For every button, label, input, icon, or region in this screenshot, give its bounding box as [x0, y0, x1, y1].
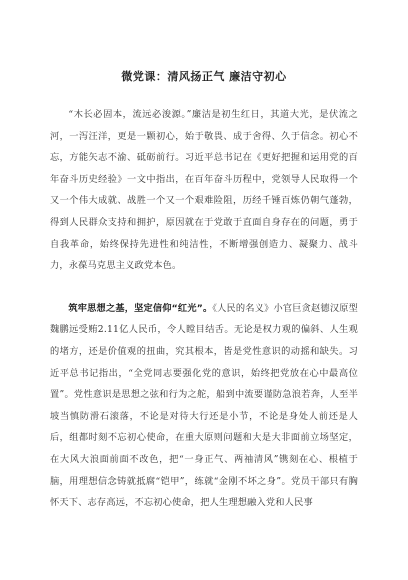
paragraph-gap: [50, 277, 358, 298]
paragraph-2-lead: 筑牢思想之基，坚定信仰“红光”。: [68, 302, 213, 314]
document-title: 微党课：清风扬正气 廉洁守初心: [121, 70, 287, 83]
paragraph-2-body: 《人民的名义》小官巨贪赵德汉原型魏鹏远受贿2.11亿人民币，令人瞠目结舌。无论是权力观的偏斜、人生观的堵方，还是价值观的扭曲，究其根本，皆是党性意识的动摇和缺失。习近平总书记指出，“全党同志要强化党的意识，始终把党放在心中最高位置”。党性意识是思想之弦和行为之舵，船到中流要谨防急浪若奔，人至半坡当慎防滑石滚落，不论是对待大行还是小节，不论是身处人前还是人后，组都时刻不忘初心使命，在重大原则问题和大是大非面前立场坚定，在大风大浪面前面不改色，把“一身正气、两袖清风”镌刻在心、根植于脑，用理想信念铸就抵腐“铠甲”，练就“金刚不坏之身”。党员干部只有胸怀天下、志存高远，不忘初心使命，把人生理想融入党和人民事: [50, 302, 358, 509]
paragraph-1: “木长必固本，流远必浚源。”廉洁是初生红日，其道大光，是伏流之河，一泻汪洋，更是一颗初心，始于敬畏、成于舍得、久于信念。初心不忘，方能矢志不渝、砥砺前行。习近平总书记在《更好把握和运用党的百年奋斗历史经验》一文中指出，在百年奋斗历程中，党领导人民取得一个又一个伟大成就、战胜一个又一个艰难险阻，历经千锤百炼仍朝气蓬勃，得到人民群众支持和拥护，原因就在于党敢于直面自身存在的问题，勇于自我革命，始终保持先进性和纯洁性，不断增强创造力、凝聚力、战斗力，永葆马克思主义政党本色。: [50, 109, 358, 272]
paragraph-2: [50, 298, 358, 514]
